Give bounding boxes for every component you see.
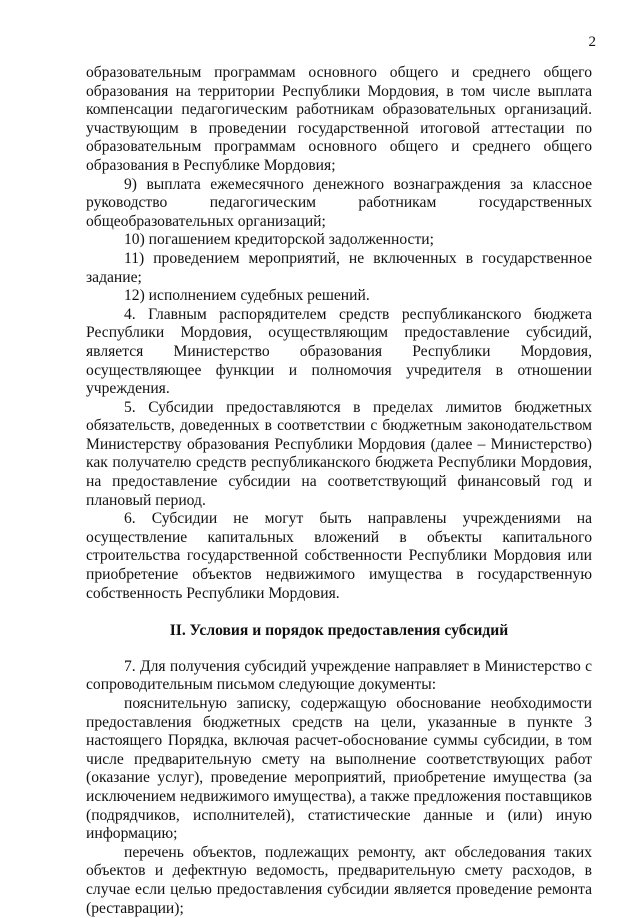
paragraph-explanatory-note: пояснительную записку, содержащую обоснование необходимости предоставления бюджетных средств на цели, указанные в пункте 3 настоящего Порядка, включая расчет-обоснование суммы субсидии, в том числе предварительную смету на выполнение соответствующих работ (оказание услуг), проведение мероприятий, приобретение имущества (за исключением недвижимого имущества), а также предложения поставщиков (подрядчиков, исполнителей), статистические данные и (или) иную информацию; <box>86 695 592 843</box>
paragraph-item-10: 10) погашением кредиторской задолженности; <box>124 231 434 249</box>
paragraph-clause-7: 7. Для получения субсидий учреждение направляет в Министерство с сопроводительным письмом следующие документы: <box>86 657 592 694</box>
paragraph-repair-list: перечень объектов, подлежащих ремонту, акт обследования таких объектов и дефектную ведомость, предварительную смету расходов, в случае если целью предоставления субсидии является проведение ремонта (реставрации); <box>86 843 592 917</box>
paragraph-item-9: 9) выплата ежемесячного денежного вознаграждения за классное руководство педагогическим работникам государственных общеобразовательных организаций; <box>86 175 592 230</box>
paragraph-item-12: 12) исполнением судебных решений. <box>124 287 370 305</box>
paragraph-clause-6: 6. Субсидии не могут быть направлены учреждениями на осуществление капитальных вложений в объекты капитального строительства государственной собственности Республики Мордовия или приобретение объектов недвижимого имущества в государственную собственность Республики Мордовия. <box>86 510 592 602</box>
paragraph-continuation: образовательным программам основного общего и среднего общего образования на территории Республики Мордовия, в том числе выплата компенсации педагогическим работникам образовательных организаций. участвующим в проведении государственной итоговой аттестации по образовательным программам основного общего и среднего общего образования в Республике Мордовия; <box>86 64 592 174</box>
paragraph-clause-5: 5. Субсидии предоставляются в пределах лимитов бюджетных обязательств, доведенных в соответствии с бюджетным законодательством Министерству образования Республики Мордовия (далее – Министерство) как получателю средств республиканского бюджета Республики Мордовия, на предоставление субсидии на соответствующий финансовый год и плановый период. <box>86 398 592 509</box>
paragraph-item-11: 11) проведением мероприятий, не включенных в государственное задание; <box>86 249 592 286</box>
page-number: 2 <box>588 34 596 50</box>
paragraph-clause-4: 4. Главным распорядителем средств республиканского бюджета Республики Мордовия, осуществляющим предоставление субсидий, является Министерство образования Республики Мордовия, осуществляющее функции и полномочия учредителя в отношении учреждения. <box>86 305 592 398</box>
document-body <box>86 64 592 918</box>
section-heading: II. Условия и порядок предоставления субсидий <box>169 622 509 640</box>
